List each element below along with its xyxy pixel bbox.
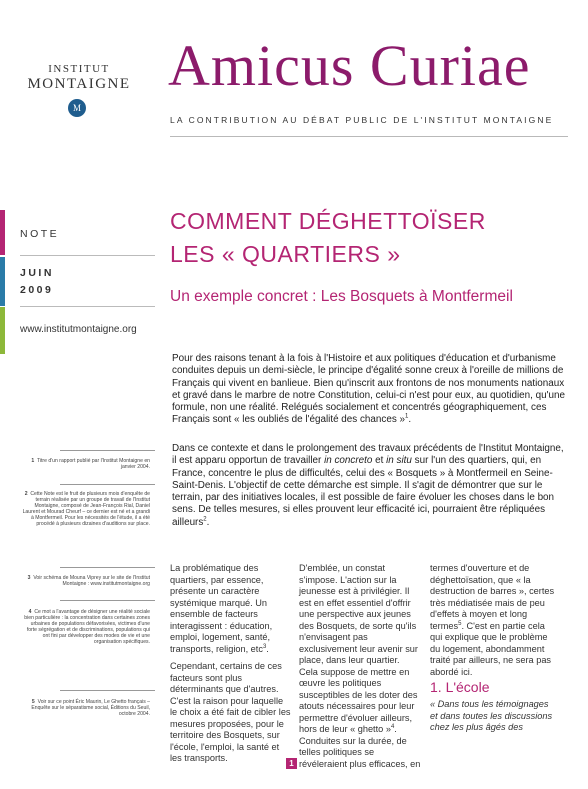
logo-badge-icon: M: [68, 99, 86, 117]
col2-paragraph-1: D'emblée, un constat s'impose. L'action sur la jeunesse est à privilégier. Il est en effet essentiel d'offrir une perspective aux jeunes des Bosquets, de sorte qu'ils n'envisagent pas exclusivement leur avenir sur place, dans leur quartier. Cela suppose de mettre en œuvre les politiques susceptibles de les doter des atouts nécessaires pour leur permettre d'évoluer ailleurs, hors de leur « ghetto »$^4$. Conduites sur la durée, de telles politiques se révéleraient plus efficaces, en: [299, 563, 421, 769]
footnote-1: 1 Titre d'un rapport publié par l'Institut Montaigne en janvier 2004.: [31, 458, 150, 471]
date-month: JUIN: [20, 267, 54, 279]
footnote-5: 5 Voir sur ce point Éric Maurin, Le Ghetto français – Enquête sur le séparatisme social, Éditions du Seuil, octobre 2004.: [31, 699, 150, 718]
col3-paragraph-1: termes d'ouverture et de déghettoïsation, que « la destruction de barres », certes très médiatisée mais de peu d'effets à moyen et long termes$^5$. C'est en partie cela qui explique que le problème du logement, abondamment traité par ailleurs, ne sera pas abordé ici.: [430, 563, 555, 677]
band-green: [0, 307, 5, 354]
date-year: 2009: [20, 284, 54, 296]
masthead-tagline: LA CONTRIBUTION AU DÉBAT PUBLIC DE L'INSTITUT MONTAIGNE: [170, 115, 554, 125]
masthead-title: Amicus Curiae: [168, 33, 531, 98]
body-column-1: [170, 563, 292, 765]
footnote-2: 2 Cette Note est le fruit de plusieurs mois d'enquête de terrain réalisée par un groupe de travail de l'Institut Montaigne, composé de Jean-François Rial, Daniel Laurent et Mourad Cheurf – ce dernier est né et a grandi à Montfermeil. Pour les nécessités de l'étude, il a été procédé à plusieurs dizaines d'auditions sur place.: [22, 491, 150, 528]
col1-paragraph-1: La problématique des quartiers, par essence, présente un caractère systémique marqué. Un ensemble de facteurs interagissent : éducation, emploi, logement, santé, transports, religion, etc$^3$.: [170, 563, 273, 654]
website-link[interactable]: www.institutmontaigne.org: [20, 324, 137, 335]
footnote-separator: [60, 450, 155, 451]
footnote-separator: [60, 600, 155, 601]
article-title-line1: COMMENT DÉGHETTOÏSER: [170, 208, 486, 234]
lead-paragraph-2: Dans ce contexte et dans le prolongement des travaux précédents de l'Institut Montaigne, il est apparu opportun de travailler in concreto et in situ sur l'un des quartiers, qui, en France, concentre le plus de difficultés, celui des « Bosquets » à Montfermeil en Seine-Saint-Denis. L'objectif de cette démarche est simple. Il s'agit de démontrer que sur le terrain, par des initiatives locales, il est possible de faire évoluer les choses dans le bon sens. De telles mesures, si elles prouvent leur efficacité ici, pourraient être répliquées ailleurs$^2$.: [172, 443, 564, 528]
band-blue: [0, 257, 5, 306]
article-subtitle: Un exemple concret : Les Bosquets à Montfermeil: [170, 288, 513, 305]
band-magenta: [0, 210, 5, 255]
sidebar-separator: [20, 255, 155, 256]
footnote-separator: [60, 484, 155, 485]
footnote-4: 4 Ce mot a l'avantage de désigner une réalité sociale bien particulière : la concentration dans certaines zones urbaines de populations défavorisées, victimes d'une forte ségrégation et de discriminations, populations qui ont fini par développer des modes de vie et une organisation spécifiques.: [24, 609, 150, 646]
col3-quote-block: [430, 699, 558, 734]
page-number: 1: [286, 758, 297, 769]
masthead-divider: [170, 136, 568, 137]
col3-quote: « Dans tous les témoignages et dans toutes les discussions chez les plus âgés des: [430, 699, 553, 732]
note-label: NOTE: [20, 228, 60, 240]
logo-institut: INSTITUT: [48, 63, 110, 75]
sidebar-separator: [20, 306, 155, 307]
col1-paragraph-2: Cependant, certains de ces facteurs sont plus déterminants que d'autres. C'est la raison pour laquelle le choix a été fait de cibler les mesures proposées, pour le territoire des Bosquets, sur l'école, l'emploi, la santé et les transports.: [170, 661, 291, 763]
footnote-separator: [60, 567, 155, 568]
logo-montaigne: MONTAIGNE: [27, 76, 131, 92]
lead-paragraph-1: Pour des raisons tenant à la fois à l'Histoire et aux politiques d'éducation et d'urbanisme conduites depuis un demi-siècle, le principe d'égalité sonne creux à l'oreille de millions de Français qui vivent en banlieue. Bien qu'inscrit aux frontons de nos monuments nationaux et gravé dans le marbre de notre Constitution, celui-ci n'est pour eux, au quotidien, qu'une formule, non une réalité. Relégués socialement et concentrés géographiquement, ces Français sont « les oubliés de l'égalité des chances »$^1$.: [172, 353, 565, 426]
footnote-separator: [60, 690, 155, 691]
body-column-2: [299, 563, 421, 770]
section-heading: 1. L'école: [430, 679, 490, 695]
footnote-3: 3 Voir schéma de Mouna Viprey sur le site de l'Institut Montaigne : www.institutmontaigne.org: [27, 575, 150, 588]
article-title-line2: LES « QUARTIERS »: [170, 241, 401, 267]
body-column-3: [430, 563, 558, 678]
